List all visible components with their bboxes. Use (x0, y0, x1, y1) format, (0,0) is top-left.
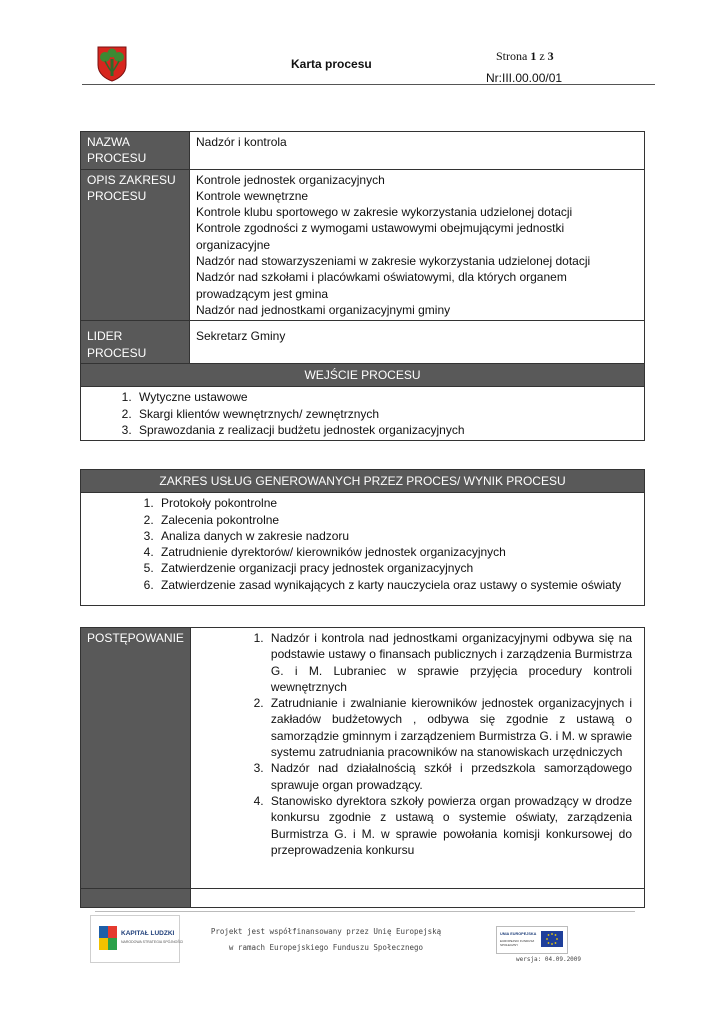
document-number: Nr:III.00.00/01 (486, 71, 563, 85)
list-item: 3. Nadzór nad działalnością szkół i przedszkola samorządowego sprawuje organ prowadzący. (267, 760, 632, 793)
list-item: 1. Nadzór i kontrola nad jednostkami organizacyjnymi odbywa się na podstawie ustawy o finansach publicznych i zarządzenia Burmistrza G. i M. Lubraniec w sprawie przyjęcia procedury kontroli wewnętrznych (267, 630, 632, 695)
eu-logo-subtext: EUROPEJSKI FUNDUSZ SPOŁECZNY (500, 939, 535, 947)
footer-line-1: Projekt jest współfinansowany przez Unię Europejską (210, 927, 442, 936)
list-item: 4. Stanowisko dyrektora szkoły powierza organ prowadzący w drodze konkursu zgodnie z ustawą o systemie oświaty, zarządzenia Burmistrza G. i M. w sprawie powołania komisji konkursowej do przeprowadzenia konkursu (267, 793, 632, 858)
process-name-row (81, 132, 645, 170)
kapital-ludzki-subtext: NARODOWA STRATEGIA SPÓJNOŚCI (121, 940, 184, 944)
inputs-list (87, 389, 638, 438)
kapital-ludzki-text: KAPITAŁ LUDZKI (121, 930, 175, 937)
process-scope-row (81, 169, 645, 321)
scope-line: Kontrole zgodności z wymogami ustawowymi obejmującymi jednostki organizacyjne (196, 221, 565, 252)
eu-flag-icon (541, 931, 563, 947)
procedure-list-cell (190, 628, 644, 889)
process-leader-row (81, 321, 645, 369)
scope-line: Kontrole klubu sportowego w zakresie wykorzystania udzielonej dotacji (196, 205, 573, 220)
document-title: Karta procesu (291, 57, 372, 71)
process-inputs-table (80, 363, 645, 441)
header-divider (82, 84, 655, 85)
outputs-list-cell (81, 493, 645, 606)
procedure-table (80, 627, 645, 908)
page-indicator (496, 49, 554, 64)
page-separator: z (539, 49, 545, 63)
list-item: 2. Skargi klientów wewnętrznych/ zewnętrznych (135, 406, 638, 422)
scope-line: Kontrole wewnętrzne (196, 188, 309, 203)
scope-line: Nadzór nad stowarzyszeniami w zakresie wykorzystania udzielonej dotacji (196, 254, 591, 269)
inputs-list-cell (81, 387, 645, 441)
inputs-header: WEJŚCIE PROCESU (81, 364, 645, 387)
page-current: 1 (530, 49, 537, 63)
list-item: 2. Zalecenia pokontrolne (157, 512, 638, 528)
kapital-ludzki-logo (90, 915, 184, 963)
list-item: 4. Zatrudnienie dyrektorów/ kierowników jednostek organizacyjnych (157, 544, 638, 560)
list-item: 3. Sprawozdania z realizacji budżetu jednostek organizacyjnych (135, 422, 638, 438)
footer-line-2: w ramach Europejskiego Funduszu Społecznego (228, 943, 424, 952)
eu-logo (496, 926, 568, 954)
scope-line: Kontrole jednostek organizacyjnych (196, 172, 385, 187)
process-name-label: NAZWA PROCESU (81, 132, 190, 170)
list-item: 1. Wytyczne ustawowe (135, 389, 638, 405)
process-scope-label: OPIS ZAKRESU PROCESU (81, 169, 190, 321)
procedure-label: POSTĘPOWANIE (81, 628, 191, 889)
list-item: 3. Analiza danych w zakresie nadzoru (157, 528, 638, 544)
list-item: 2. Zatrudnianie i zwalnianie kierowników jednostek organizacyjnych i zakładów budżetowych , odbywa się zgodnie z ustawą o samorządzie gminnym i zarządzeniem Burmistrza G. i M. w sprawie systemu zatrudniania pracowników na stanowiskach urzędniczych (267, 695, 632, 760)
page-label: Strona (496, 49, 528, 63)
outputs-header: ZAKRES USŁUG GENEROWANYCH PRZEZ PROCES/ WYNIK PROCESU (81, 470, 645, 493)
process-leader-value: Sekretarz Gminy (190, 321, 645, 369)
version-label: wersja: 04.09.2009 (516, 956, 582, 963)
footer-funding-text (206, 924, 446, 956)
procedure-empty-cell (190, 889, 644, 908)
process-outputs-table (80, 469, 645, 606)
scope-line: Nadzór nad szkołami i placówkami oświatowymi, dla których organem prowadzącym jest gmina (196, 270, 567, 301)
process-info-table (80, 131, 645, 369)
procedure-empty-label (81, 889, 191, 908)
list-item: 1. Protokoły pokontrolne (157, 495, 638, 511)
procedure-list (197, 630, 632, 858)
process-name-value: Nadzór i kontrola (190, 132, 645, 170)
kapital-ludzki-icon (99, 926, 117, 950)
list-item: 5. Zatwierdzenie organizacji pracy jednostek organizacyjnych (157, 560, 638, 576)
process-leader-label: LIDER PROCESU (81, 321, 190, 369)
process-scope-value (190, 169, 645, 321)
outputs-list (87, 495, 638, 593)
eu-logo-text: UNIA EUROPEJSKA (500, 932, 537, 936)
footer-divider (95, 911, 635, 912)
scope-line: Nadzór nad jednostkami organizacyjnymi gminy (196, 302, 451, 317)
page-total: 3 (547, 49, 554, 63)
list-item: 6. Zatwierdzenie zasad wynikających z karty nauczyciela oraz ustawy o systemie oświaty (157, 577, 638, 593)
coat-of-arms-icon (96, 45, 128, 82)
